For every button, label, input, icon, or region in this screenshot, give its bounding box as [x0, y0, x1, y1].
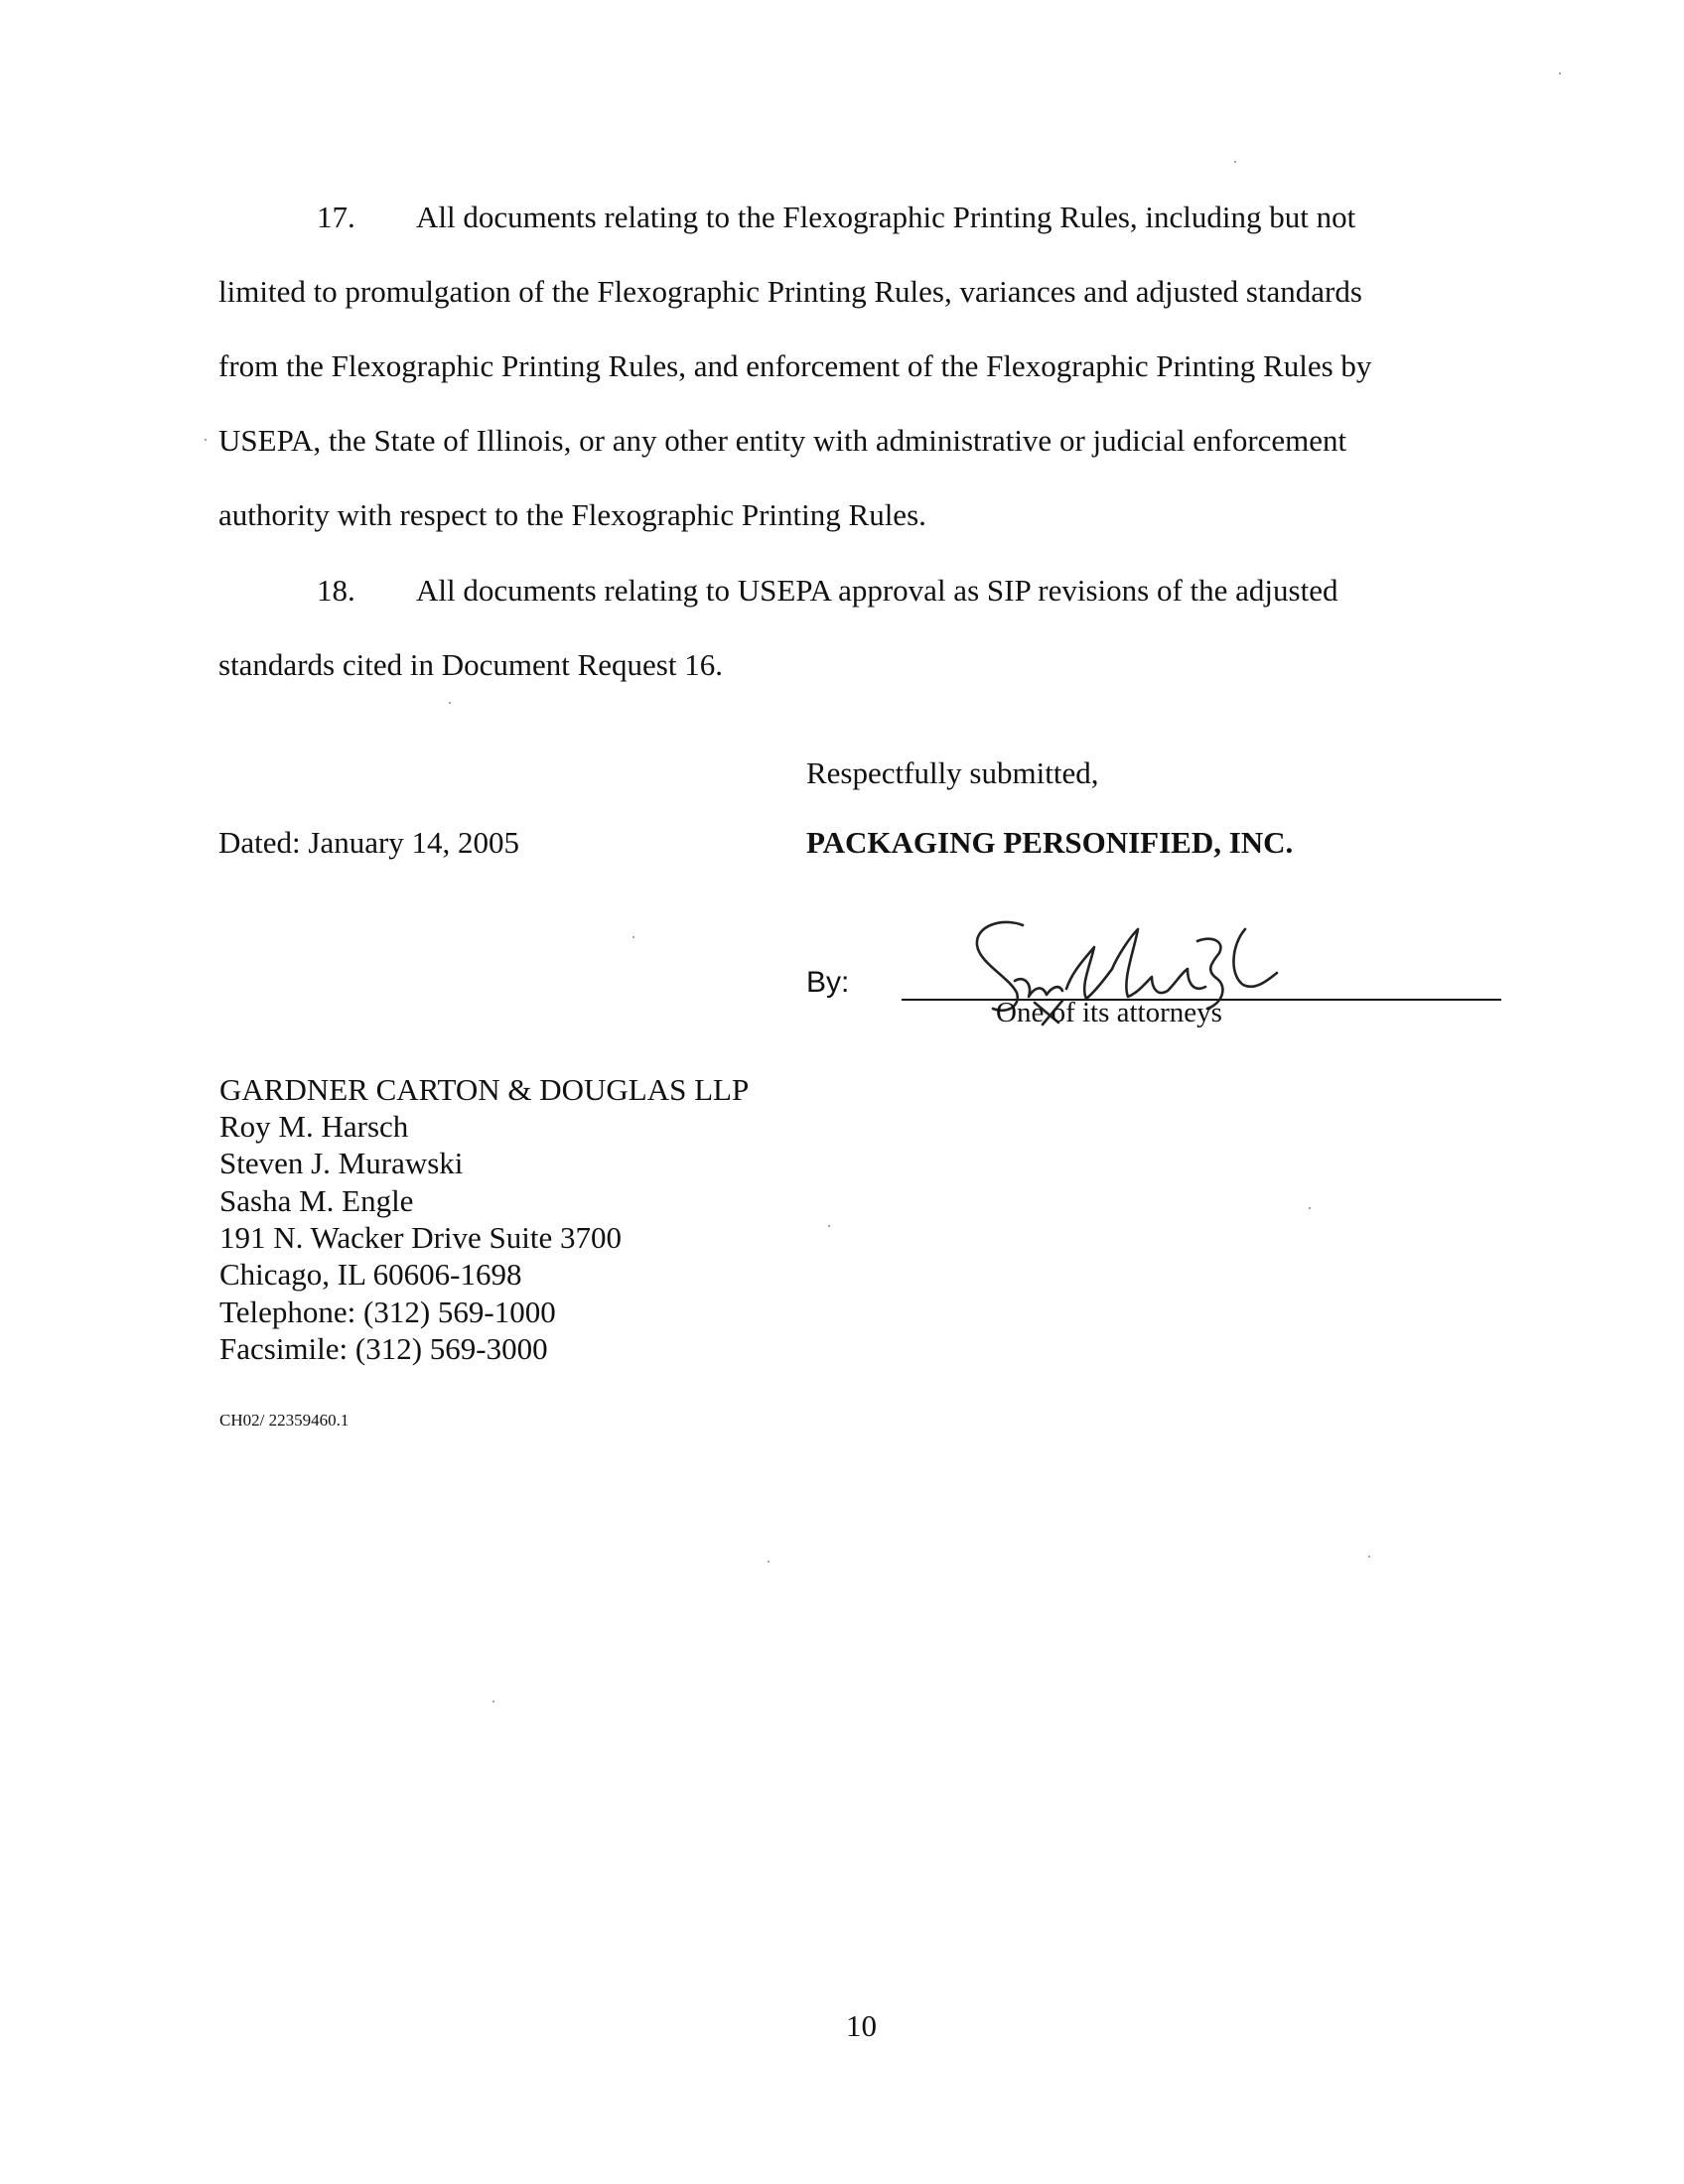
item-17-line-1: All documents relating to the Flexographic Printing Rules, including but not: [416, 200, 1356, 234]
item-18-number: 18.: [317, 573, 355, 608]
scan-speck: [768, 1561, 770, 1563]
scan-speck: [1559, 72, 1561, 74]
item-17-line-5: authority with respect to the Flexographic Printing Rules.: [218, 497, 926, 532]
scan-speck: [449, 702, 451, 704]
item-18-line-1: All documents relating to USEPA approval as SIP revisions of the adjusted: [416, 573, 1338, 608]
item-17-line-2: limited to promulgation of the Flexographic Printing Rules, variances and adjusted standards: [218, 274, 1362, 309]
page-number: 10: [846, 2008, 877, 2043]
by-label: By:: [806, 966, 850, 999]
item-18-line-2: standards cited in Document Request 16.: [218, 647, 723, 682]
scan-speck: [205, 439, 207, 441]
firm-name: GARDNER CARTON & DOUGLAS LLP: [219, 1072, 750, 1107]
item-17-line-4: USEPA, the State of Illinois, or any other entity with administrative or judicial enforcement: [218, 423, 1347, 458]
dated-line: Dated: January 14, 2005: [218, 825, 520, 860]
item-17-number: 17.: [317, 200, 355, 234]
item-17-line-3: from the Flexographic Printing Rules, and enforcement of the Flexographic Printing Rules by: [218, 348, 1372, 383]
party-name: PACKAGING PERSONIFIED, INC.: [806, 825, 1294, 860]
scan-speck: [828, 1225, 830, 1227]
scan-speck: [632, 936, 634, 938]
respectfully-submitted: Respectfully submitted,: [806, 755, 1099, 790]
scan-speck: [1368, 1556, 1370, 1558]
signature-caption: One of its attorneys: [996, 997, 1222, 1028]
document-id: CH02/ 22359460.1: [219, 1411, 350, 1430]
city-state-zip: Chicago, IL 60606-1698: [219, 1257, 522, 1292]
scan-speck: [1234, 161, 1236, 163]
facsimile: Facsimile: (312) 569-3000: [219, 1331, 548, 1366]
attorney-3: Sasha M. Engle: [219, 1183, 414, 1218]
scan-speck: [492, 1701, 494, 1703]
street-address: 191 N. Wacker Drive Suite 3700: [219, 1220, 623, 1255]
scan-speck: [1309, 1207, 1311, 1209]
attorney-1: Roy M. Harsch: [219, 1109, 409, 1144]
telephone: Telephone: (312) 569-1000: [219, 1295, 556, 1329]
attorney-2: Steven J. Murawski: [219, 1146, 464, 1180]
